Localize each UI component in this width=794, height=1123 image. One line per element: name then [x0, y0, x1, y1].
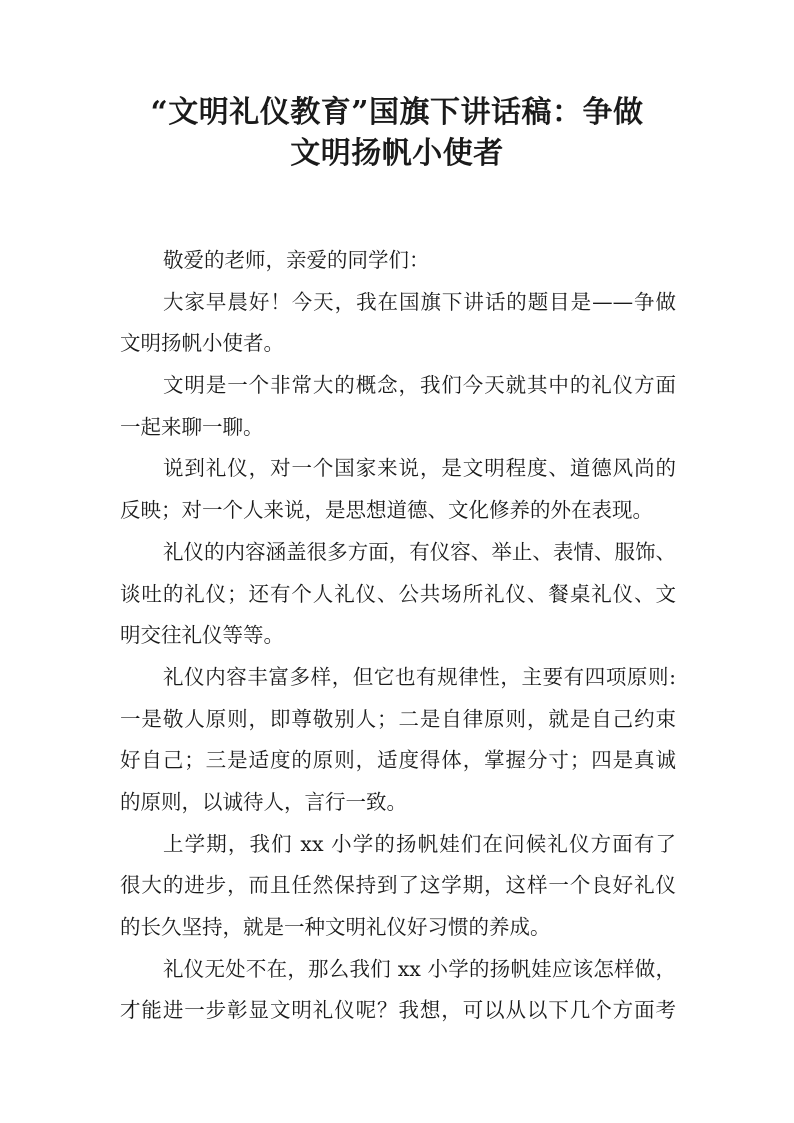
text-line: 才能进一步彰显文明礼仪呢？我想，可以从以下几个方面考	[120, 998, 676, 1023]
text-line: 礼仪内容丰富多样，但它也有规律性，主要有四项原则:	[163, 664, 676, 689]
text-line: 文明扬帆小使者。	[120, 331, 284, 356]
text-line: 很大的进步，而且任然保持到了这学期，这样一个良好礼仪	[120, 873, 676, 898]
document-body	[120, 240, 676, 1032]
text-line: 礼仪无处不在，那么我们 xx 小学的扬帆娃应该怎样做，	[163, 956, 676, 981]
text-line: 的原则，以诚待人，言行一致。	[120, 789, 407, 814]
text-line: 好自己；三是适度的原则，适度得体，掌握分寸；四是真诚	[120, 748, 676, 773]
text-line: 上学期，我们 xx 小学的扬帆娃们在问候礼仪方面有了	[163, 831, 676, 856]
text-line: 大家早晨好！今天，我在国旗下讲话的题目是——争做	[163, 289, 676, 314]
text-line: 说到礼仪，对一个国家来说，是文明程度、道德风尚的	[163, 456, 676, 481]
text-line: 礼仪的内容涵盖很多方面，有仪容、举止、表情、服饰、	[163, 539, 676, 564]
text-line: 一起来聊一聊。	[120, 414, 264, 439]
text-line: 敬爱的老师，亲爱的同学们：	[163, 248, 430, 272]
text-line: 谈吐的礼仪；还有个人礼仪、公共场所礼仪、餐桌礼仪、文	[120, 581, 676, 606]
document-title	[0, 92, 794, 174]
title-line-1: “文明礼仪教育”国旗下讲话稿：争做	[150, 95, 644, 130]
title-line-2: 文明扬帆小使者	[290, 136, 504, 171]
text-line: 的长久坚持，就是一种文明礼仪好习惯的养成。	[120, 915, 551, 939]
text-line: 反映；对一个人来说，是思想道德、文化修养的外在表现。	[120, 498, 653, 523]
text-line: 一是敬人原则，即尊敬别人；二是自律原则，就是自己约束	[120, 706, 676, 731]
text-line: 文明是一个非常大的概念，我们今天就其中的礼仪方面	[163, 373, 676, 398]
text-line: 明交往礼仪等等。	[120, 623, 284, 648]
